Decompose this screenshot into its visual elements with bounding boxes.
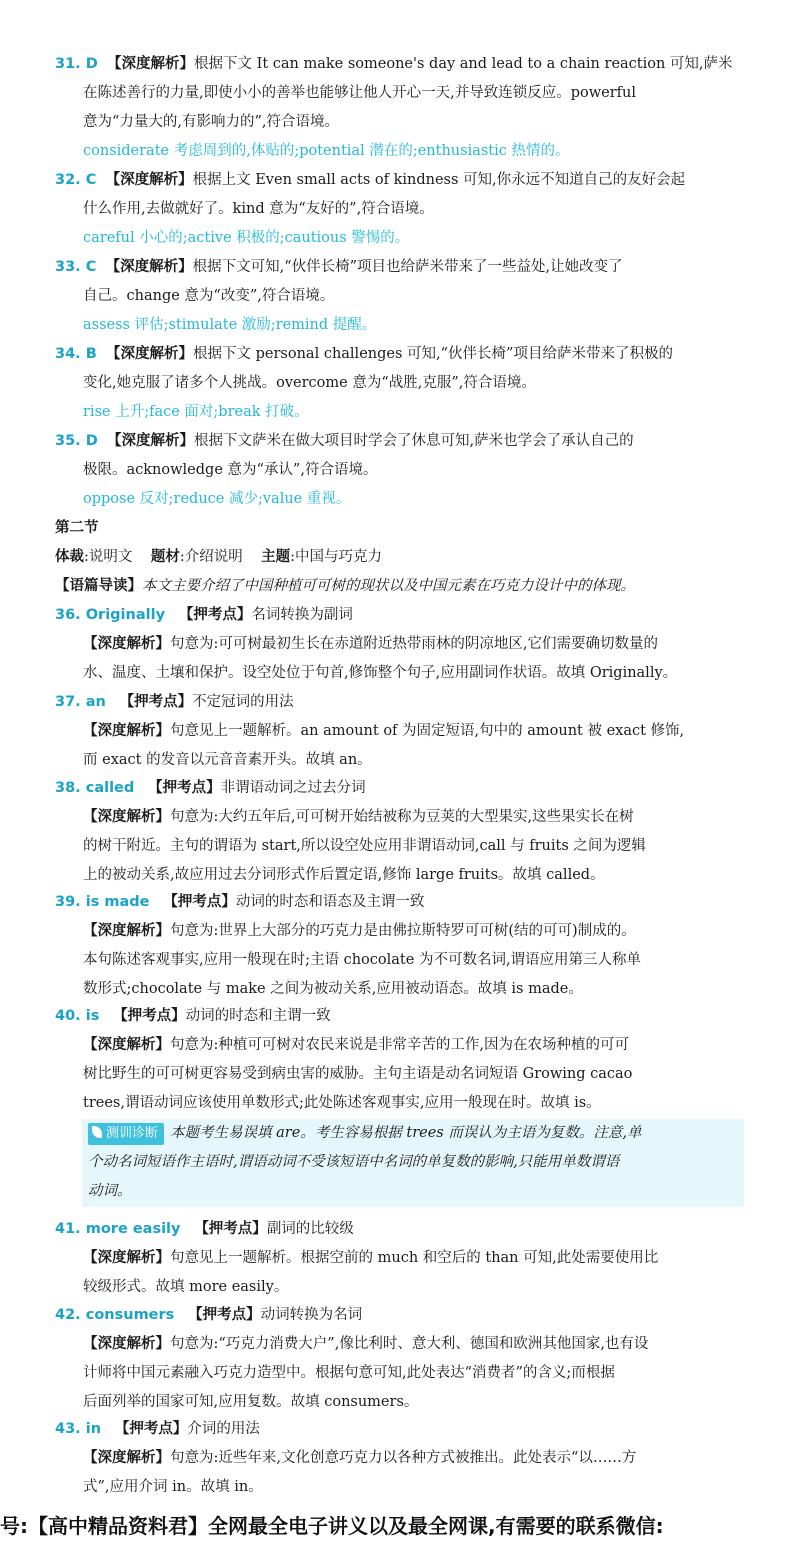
answer-number: 43. in (55, 1421, 102, 1437)
analysis-text: 什么作用,去做就好了。kind 意为“友好的”,符合语境。 (83, 201, 434, 217)
answer-number: 42. consumers (55, 1307, 175, 1323)
point-text: 动词的时态和主谓一致 (185, 1008, 331, 1024)
distractor-options: careful 小心的;active 积极的;cautious 警惕的。 (83, 230, 410, 246)
answer-number: 34. B (55, 346, 97, 362)
analysis-text: 根据下文萨米在做大项目时学会了休息可知,萨米也学会了承认自己的 (194, 433, 634, 449)
analysis-text: 极限。acknowledge 意为“承认”,符合语境。 (83, 462, 378, 478)
tip-text: 个动名词短语作主语时,谓语动词不受该短语中名词的单复数的影响,只能用单数谓语 (88, 1154, 620, 1170)
answer-31-line-1 (55, 54, 733, 74)
point-tag: 【押考点】 (194, 1221, 267, 1237)
analysis-tag: 【深度解析】 (83, 809, 170, 825)
point-tag: 【押考点】 (119, 694, 193, 710)
answer-number: 31. D (55, 56, 98, 72)
answer-number: 40. is (55, 1008, 100, 1024)
answer-number: 33. C (55, 259, 97, 275)
analysis-text: 句意见上一题解析。an amount of 为固定短语,句中的 amount 被 exact 修饰, (170, 723, 685, 739)
analysis-tag: 【深度解析】 (83, 723, 170, 739)
analysis-text: 树比野生的可可树更容易受到病虫害的威胁。主句主语是动名词短语 Growing cacao (83, 1066, 633, 1082)
analysis-tag: 【深度解析】 (83, 1336, 170, 1352)
analysis-text: 句意为:“巧克力消费大户”,像比利时、意大利、德国和欧洲其他国家,也有设 (170, 1336, 649, 1352)
analysis-text: 句意为:种植可可树对农民来说是非常辛苦的工作,因为在农场种植的可可 (170, 1037, 629, 1053)
point-text: 不定冠词的用法 (192, 694, 294, 710)
analysis-text: 水、温度、土壤和保护。设空处位于句首,修饰整个句子,应用副词作状语。故填 Originally。 (83, 665, 678, 681)
point-tag: 【押考点】 (163, 894, 236, 910)
analysis-tag: 【深度解析】 (83, 1037, 170, 1053)
leaf-icon (92, 1126, 102, 1138)
topic-value: :介绍说明 (179, 549, 243, 565)
analysis-text: 在陈述善行的力量,即使小小的善举也能够让他人开心一天,并导致连锁反应。powerful (83, 85, 636, 101)
topic-label: 题材 (150, 549, 180, 565)
section-title: 第二节 (55, 520, 99, 536)
analysis-text: 句意为:大约五年后,可可树开始结被称为豆荚的大型果实,这些果实长在树 (170, 809, 634, 825)
distractor-options: rise 上升;face 面对;break 打破。 (83, 404, 309, 420)
theme-label: 主题 (261, 549, 291, 565)
footer-banner: 号:【高中精品资料君】全网最全电子讲义以及最全网课,有需要的联系微信: (0, 1514, 664, 1538)
distractor-options: considerate 考虑周到的,体贴的;potential 潜在的;enthusiastic 热情的。 (83, 143, 570, 159)
analysis-text: 的树干附近。主句的谓语为 start,所以设空处应用非谓语动词,call 与 fruits 之间为逻辑 (83, 838, 646, 854)
analysis-tag: 【深度解析】 (107, 433, 194, 449)
point-text: 介词的用法 (187, 1421, 260, 1437)
point-tag: 【押考点】 (113, 1008, 186, 1024)
answer-number: 35. D (55, 433, 98, 449)
analysis-text: 变化,她克服了诸多个人挑战。overcome 意为“战胜,克服”,符合语境。 (83, 375, 536, 391)
analysis-tag: 【深度解析】 (83, 1250, 170, 1266)
analysis-text: 根据下文可知,“伙伴长椅”项目也给萨米带来了一些益处,让她改变了 (192, 259, 623, 275)
answer-number: 39. is made (55, 894, 150, 910)
point-text: 动词的时态和语态及主谓一致 (235, 894, 425, 910)
analysis-text: 句意为:可可树最初生长在赤道附近热带雨林的阴凉地区,它们需要确切数量的 (170, 636, 658, 652)
analysis-text: 本句陈述客观事实,应用一般现在时;主语 chocolate 为不可数名词,谓语应用第三人称单 (83, 952, 642, 968)
genre-label: 体裁 (55, 549, 84, 565)
analysis-text: 自己。change 意为“改变”,符合语境。 (83, 288, 335, 304)
point-tag: 【押考点】 (114, 1421, 188, 1437)
tip-text: 本题考生易误填 are。考生容易根据 trees 而误认为主语为复数。注意,单 (170, 1125, 642, 1141)
analysis-text: 句意见上一题解析。根据空前的 much 和空后的 than 可知,此处需要使用比 (170, 1250, 659, 1266)
analysis-text: 数形式;chocolate 与 make 之间为被动关系,应用被动语态。故填 is made。 (83, 981, 583, 997)
analysis-text: 根据下文 It can make someone's day and lead to a chain reaction 可知,萨米 (194, 56, 733, 72)
analysis-tag: 【深度解析】 (83, 636, 170, 652)
analysis-text: 而 exact 的发音以元音音素开头。故填 an。 (83, 752, 372, 768)
analysis-text: 句意为:近些年来,文化创意巧克力以各种方式被推出。此处表示“以……方 (170, 1450, 637, 1466)
section-meta (55, 547, 382, 567)
tip-line-1 (88, 1123, 641, 1145)
analysis-text: 根据下文 personal challenges 可知,“伙伴长椅”项目给萨米带来了积极的 (193, 346, 673, 362)
answer-number: 32. C (55, 172, 97, 188)
analysis-text: trees,谓语动词应该使用单数形式;此处陈述客观事实,应用一般现在时。故填 is。 (83, 1095, 601, 1111)
point-text: 非谓语动词之过去分词 (220, 780, 366, 796)
point-text: 名词转换为副词 (251, 607, 353, 623)
analysis-tag: 【深度解析】 (105, 172, 193, 188)
point-tag: 【押考点】 (188, 1307, 261, 1323)
diagnosis-badge (88, 1123, 164, 1145)
analysis-text: 式”,应用介词 in。故填 in。 (83, 1479, 263, 1495)
analysis-text: 较级形式。故填 more easily。 (83, 1279, 289, 1295)
answer-number: 38. called (55, 780, 135, 796)
point-tag: 【押考点】 (148, 780, 221, 796)
analysis-text: 上的被动关系,故应用过去分词形式作后置定语,修饰 large fruits。故填 called。 (83, 867, 605, 883)
analysis-tag: 【深度解析】 (105, 259, 193, 275)
answer-number: 37. an (55, 694, 106, 710)
analysis-text: 后面列举的国家可知,应用复数。故填 consumers。 (83, 1394, 419, 1410)
distractor-options: oppose 反对;reduce 减少;value 重视。 (83, 491, 351, 507)
genre-value: :说明文 (84, 549, 133, 565)
point-text: 副词的比较级 (266, 1221, 354, 1237)
diagnosis-tip-box (82, 1119, 744, 1207)
answer-number: 41. more easily (55, 1221, 181, 1237)
theme-value: :中国与巧克力 (290, 549, 383, 565)
analysis-text: 根据上文 Even small acts of kindness 可知,你永远不知道自己的友好会起 (192, 172, 686, 188)
analysis-text: 意为“力量大的,有影响力的”,符合语境。 (83, 114, 340, 130)
point-text: 动词转换为名词 (260, 1307, 363, 1323)
guide-text: 本文主要介绍了中国种植可可树的现状以及中国元素在巧克力设计中的体现。 (142, 578, 635, 594)
analysis-text: 句意为:世界上大部分的巧克力是由佛拉斯特罗可可树(结的可可)制成的。 (170, 923, 636, 939)
analysis-tag: 【深度解析】 (83, 1450, 170, 1466)
analysis-tag: 【深度解析】 (106, 346, 194, 362)
analysis-text: 计师将中国元素融入巧克力造型中。根据句意可知,此处表达“消费者”的含义;而根据 (83, 1365, 615, 1381)
answer-number: 36. Originally (55, 607, 166, 623)
reading-guide (55, 576, 635, 596)
badge-label: 测训诊断 (106, 1126, 159, 1141)
analysis-tag: 【深度解析】 (83, 923, 170, 939)
distractor-options: assess 评估;stimulate 激励;remind 提醒。 (83, 317, 377, 333)
point-tag: 【押考点】 (178, 607, 252, 623)
analysis-tag: 【深度解析】 (107, 56, 194, 72)
tip-text: 动词。 (88, 1183, 132, 1199)
guide-tag: 【语篇导读】 (55, 578, 142, 594)
